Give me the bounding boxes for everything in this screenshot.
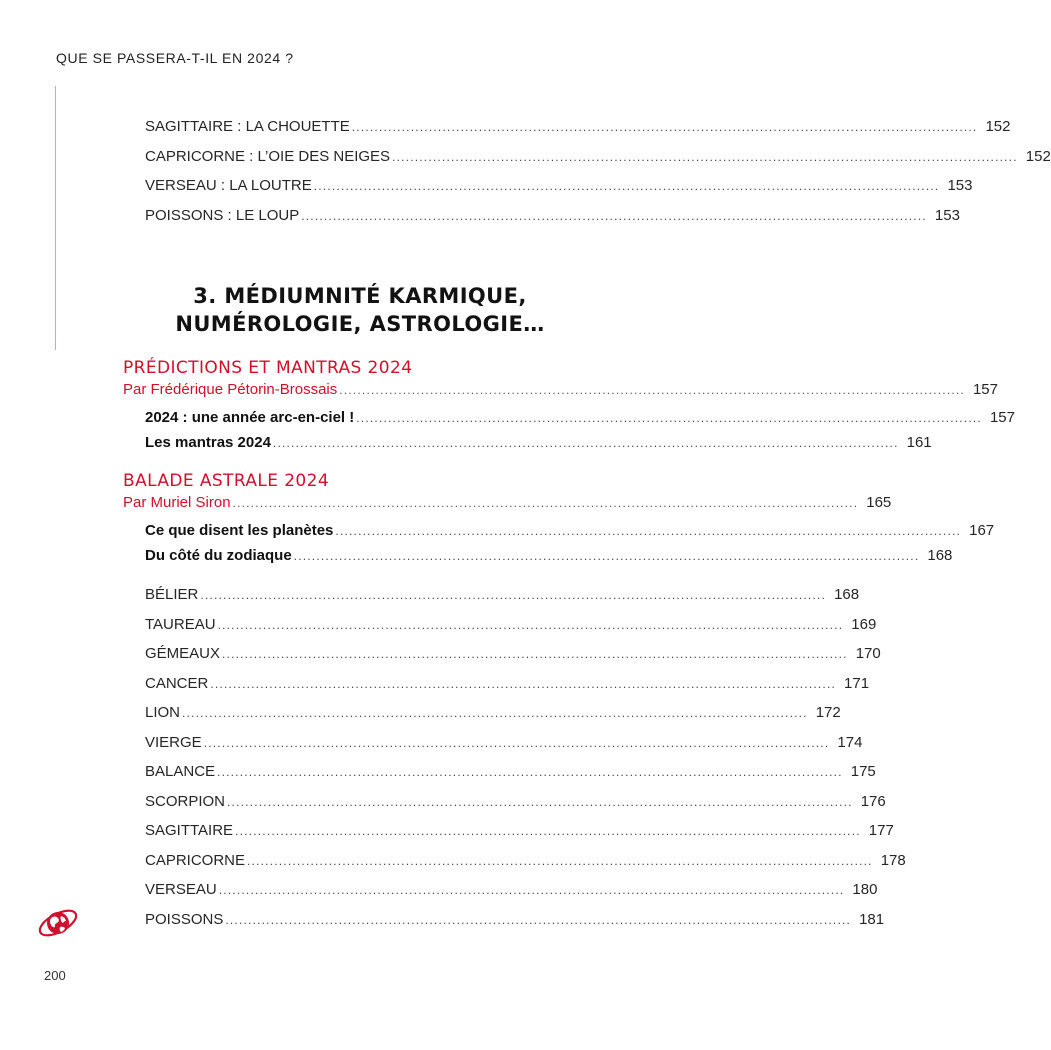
toc-entry-page: 153 xyxy=(934,207,960,224)
page-number: 200 xyxy=(44,968,66,983)
toc-entry-page: 167 xyxy=(969,522,995,539)
toc-entry-label: BÉLIER xyxy=(145,586,199,603)
toc-entry-page: 175 xyxy=(850,763,876,780)
toc-entry-label: VERSEAU xyxy=(145,881,217,898)
red-globe-icon xyxy=(36,903,80,943)
dot-leader: .......................................................................................................................................... xyxy=(235,824,861,838)
toc-entry-label: SCORPION xyxy=(145,793,226,810)
toc-entry-label: GÉMEAUX xyxy=(145,645,221,662)
toc-entry-label: Par Frédérique Pétorin-Brossais xyxy=(123,381,338,398)
toc-entry-page: 168 xyxy=(834,586,860,603)
toc-entry-label: Par Muriel Siron xyxy=(123,494,231,511)
toc-entry-gemeaux[interactable] xyxy=(145,645,881,669)
toc-entry-label: POISSONS xyxy=(145,911,224,928)
toc-entry-poissons[interactable] xyxy=(145,911,885,935)
toc-entry-label: VIERGE xyxy=(145,734,202,751)
dot-leader: .......................................................................................................................................... xyxy=(218,883,845,897)
toc-entry-label: SAGITTAIRE xyxy=(145,822,234,839)
toc-entry-verseau[interactable] xyxy=(145,881,878,905)
toc-entry-capricorne-oie[interactable] xyxy=(145,148,1051,172)
toc-entry-page: 180 xyxy=(852,881,878,898)
dot-leader: .......................................................................................................................................... xyxy=(392,150,1018,164)
section-title xyxy=(100,282,620,338)
toc-entry-page: 161 xyxy=(906,434,932,451)
toc-entry-author-petorin[interactable] xyxy=(123,381,998,405)
toc-entry-label: CANCER xyxy=(145,675,209,692)
toc-entry-zodiaque[interactable] xyxy=(145,547,953,571)
toc-entry-page: 153 xyxy=(947,177,973,194)
toc-entry-author-siron[interactable] xyxy=(123,494,892,518)
toc-entry-label: CAPRICORNE xyxy=(145,852,246,869)
dot-leader: .......................................................................................................................................... xyxy=(210,677,837,691)
toc-entry-label: CAPRICORNE : L’OIE DES NEIGES xyxy=(145,148,391,165)
dot-leader: .......................................................................................................................................... xyxy=(247,854,873,868)
toc-entry-page: 174 xyxy=(837,734,863,751)
toc-entry-label: POISSONS : LE LOUP xyxy=(145,207,300,224)
toc-entry-page: 181 xyxy=(859,911,885,928)
dot-leader: .......................................................................................................................................... xyxy=(200,588,827,602)
dot-leader: .......................................................................................................................................... xyxy=(227,795,853,809)
dot-leader: .......................................................................................................................................... xyxy=(335,524,962,538)
section-title-line1: 3. MÉDIUMNITÉ KARMIQUE, xyxy=(193,284,527,308)
dot-leader: .......................................................................................................................................... xyxy=(222,647,848,661)
toc-entry-page: 165 xyxy=(866,494,892,511)
toc-entry-belier[interactable] xyxy=(145,586,860,610)
toc-entry-sagittaire-chouette[interactable] xyxy=(145,118,1011,142)
toc-entry-page: 157 xyxy=(972,381,998,398)
toc-entry-page: 152 xyxy=(1025,148,1051,165)
toc-entry-page: 170 xyxy=(855,645,881,662)
toc-entry-poissons-loup[interactable] xyxy=(145,207,960,231)
dot-leader: .......................................................................................................................................... xyxy=(272,436,899,450)
toc-entry-label: TAUREAU xyxy=(145,616,216,633)
section-title-line2: NUMÉROLOGIE, ASTROLOGIE… xyxy=(175,312,545,336)
dot-leader: .......................................................................................................................................... xyxy=(232,496,859,510)
dot-leader: .......................................................................................................................................... xyxy=(301,209,927,223)
toc-entry-balance[interactable] xyxy=(145,763,876,787)
toc-entry-page: 168 xyxy=(927,547,953,564)
dot-leader: .......................................................................................................................................... xyxy=(356,411,982,425)
toc-entry-label: Du côté du zodiaque xyxy=(145,547,292,564)
toc-entry-verseau-loutre[interactable] xyxy=(145,177,973,201)
toc-entry-scorpion[interactable] xyxy=(145,793,886,817)
toc-entry-label: Les mantras 2024 xyxy=(145,434,271,451)
dot-leader: .......................................................................................................................................... xyxy=(293,549,920,563)
dot-leader: .......................................................................................................................................... xyxy=(217,765,843,779)
toc-entry-page: 152 xyxy=(985,118,1011,135)
toc-entry-label: LION xyxy=(145,704,181,721)
toc-entry-planetes[interactable] xyxy=(145,522,995,546)
toc-entry-lion[interactable] xyxy=(145,704,841,728)
balade-heading: BALADE ASTRALE 2024 xyxy=(123,471,330,491)
toc-entry-page: 178 xyxy=(880,852,906,869)
toc-entry-page: 157 xyxy=(989,409,1015,426)
toc-entry-label: VERSEAU : LA LOUTRE xyxy=(145,177,312,194)
toc-entry-page: 169 xyxy=(851,616,877,633)
dot-leader: .......................................................................................................................................... xyxy=(225,913,852,927)
dot-leader: .......................................................................................................................................... xyxy=(313,179,940,193)
side-rule xyxy=(55,86,56,350)
dot-leader: .......................................................................................................................................... xyxy=(203,736,830,750)
dot-leader: .......................................................................................................................................... xyxy=(217,618,844,632)
toc-entry-taureau[interactable] xyxy=(145,616,877,640)
toc-entry-annee-arc-en-ciel[interactable] xyxy=(145,409,1015,433)
toc-entry-page: 172 xyxy=(815,704,841,721)
toc-entry-vierge[interactable] xyxy=(145,734,863,758)
toc-entry-label: BALANCE xyxy=(145,763,216,780)
predictions-heading: PRÉDICTIONS ET MANTRAS 2024 xyxy=(123,358,413,378)
dot-leader: .......................................................................................................................................... xyxy=(339,383,965,397)
toc-entry-page: 177 xyxy=(868,822,894,839)
toc-entry-cancer[interactable] xyxy=(145,675,870,699)
toc-entry-label: 2024 : une année arc-en-ciel ! xyxy=(145,409,355,426)
dot-leader: .......................................................................................................................................... xyxy=(351,120,978,134)
dot-leader: .......................................................................................................................................... xyxy=(182,706,808,720)
toc-entry-mantras[interactable] xyxy=(145,434,932,458)
toc-entry-label: SAGITTAIRE : LA CHOUETTE xyxy=(145,118,350,135)
toc-entry-capricorne[interactable] xyxy=(145,852,906,876)
toc-entry-page: 171 xyxy=(844,675,870,692)
toc-entry-label: Ce que disent les planètes xyxy=(145,522,334,539)
toc-entry-sagittaire[interactable] xyxy=(145,822,894,846)
toc-entry-page: 176 xyxy=(860,793,886,810)
running-head: QUE SE PASSERA-T-IL EN 2024 ? xyxy=(56,50,294,66)
